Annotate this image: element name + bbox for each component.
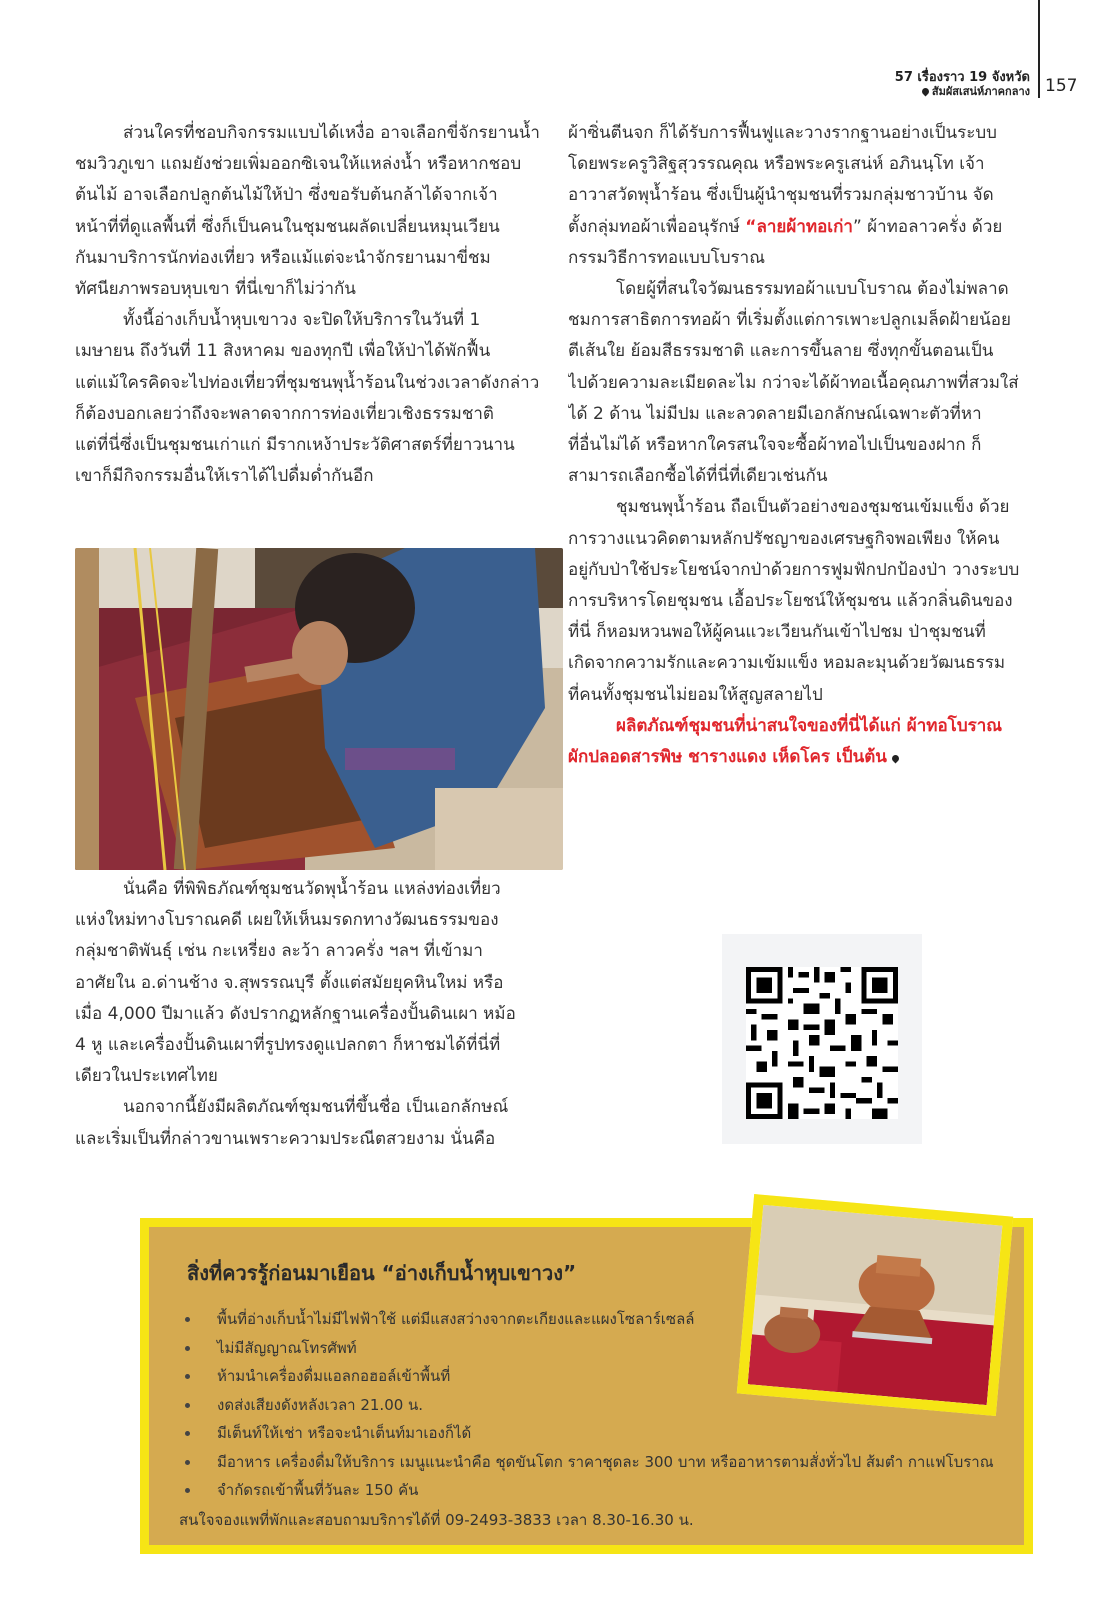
text-line: แต่แม้ใครคิดจะไปท่องเที่ยวที่ชุมชนพุน้ำร้อนในช่วงเวลาดังกล่าว	[75, 372, 540, 393]
highlight-line-wrapper	[568, 742, 1046, 773]
list-item	[177, 1419, 994, 1448]
text-fragment: ” ผ้าทอลาวครั่ง ด้วย	[852, 216, 1003, 237]
header-subtitle-text: สัมผัสเสน่ห์ภาคกลาง	[931, 85, 1030, 98]
text-line: โดยผู้ที่สนใจวัฒนธรรมทอผ้าแบบโบราณ ต้องไม่พลาด	[616, 279, 1009, 300]
text-line: เดียวในประเทศไทย	[75, 1066, 218, 1087]
text-line: ไปด้วยความละเมียดละไม กว่าจะได้ผ้าทอเนื้อคุณภาพที่สวมใส่	[568, 372, 1019, 393]
info-box-title: สิ่งที่ควรรู้ก่อนมาเยือน “อ่างเก็บน้ำหุบเขาวง”	[187, 1261, 577, 1285]
list-item-text: จำกัดรถเข้าพื้นที่วันละ 150 คัน	[217, 1481, 419, 1499]
text-line-with-highlight	[568, 212, 1046, 243]
header-subtitle	[922, 82, 1030, 100]
contact-info: สนใจจองแพที่พักและสอบถามบริการได้ที่ 09-2493-3833 เวลา 8.30-16.30 น.	[179, 1511, 694, 1529]
list-item-text: ห้ามนำเครื่องดื่มแอลกอฮอล์เข้าพื้นที่	[217, 1367, 451, 1385]
list-item-text: มีเต็นท์ให้เช่า หรือจะนำเต็นท์มาเองก็ได้	[217, 1424, 472, 1442]
highlighted-fabric-name: “ลายผ้าทอเก่า	[745, 216, 853, 237]
bullet-icon	[185, 1317, 190, 1322]
text-line: กรรมวิธีการทอแบบโบราณ	[568, 247, 765, 268]
highlight-line: ผลิตภัณฑ์ชุมชนที่น่าสนใจของที่นี่ได้แก่ ผ้าทอโบราณ	[616, 715, 1003, 736]
text-line: อยู่กับป่าใช้ประโยชน์จากป่าด้วยการฟูมฟักปกป้องป่า วางระบบ	[568, 559, 1020, 580]
text-line: การวางแนวคิดตามหลักปรัชญาของเศรษฐกิจพอเพียง ให้คน	[568, 528, 1000, 549]
text-line: ตีเส้นใย ย้อมสีธรรมชาติ และการขึ้นลาย ซึ่งทุกขั้นตอนเป็น	[568, 341, 994, 362]
text-line: เมษายน ถึงวันที่ 11 สิงหาคม ของทุกปี เพื่อให้ป่าได้พักฟื้น	[75, 341, 491, 362]
qr-code[interactable]	[746, 967, 898, 1119]
bullet-icon	[185, 1374, 190, 1379]
text-line: กลุ่มชาติพันธุ์ เช่น กะเหรี่ยง ละว้า ลาวครั่ง ฯลฯ ที่เข้ามา	[75, 941, 483, 962]
highlight-line: ผักปลอดสารพิษ ชารางแดง เห็ดโคร เป็นต้น	[568, 747, 887, 768]
text-line: โดยพระครูวิสิฐสุวรรณคุณ หรือพระครูเสน่ห์ อภินนฺโท เจ้า	[568, 154, 985, 175]
list-item-text: งดส่งเสียงดังหลังเวลา 21.00 น.	[217, 1395, 424, 1414]
text-line: หน้าที่ที่ดูแลพื้นที่ ซึ่งก็เป็นคนในชุมชนผลัดเปลี่ยนหมุนเวียน	[75, 216, 500, 237]
text-line: ชุมชนพุน้ำร้อน ถือเป็นตัวอย่างของชุมชนเข้มแข็ง ด้วย	[616, 497, 1010, 518]
text-line: ชมวิวภูเขา แถมยังช่วยเพิ่มออกซิเจนให้แหล่งน้ำ หรือหากชอบ	[75, 154, 522, 175]
text-line: เขาก็มีกิจกรรมอื่นให้เราได้ไปดื่มด่ำกันอีก	[75, 466, 374, 487]
text-line: ที่คนทั้งชุมชนไม่ยอมให้สูญสลายไป	[568, 684, 823, 705]
text-line: แต่ที่นี่ซึ่งเป็นชุมชนเก่าแก่ มีรากเหง้าประวัติศาสตร์ที่ยาวนาน	[75, 435, 515, 456]
bullet-icon	[185, 1431, 190, 1436]
bullet-icon	[185, 1403, 190, 1408]
right-column	[568, 118, 1046, 773]
list-item-text: มีอาหาร เครื่องดื่มให้บริการ เมนูแนะนำคือ ชุดขันโตก ราคาชุดละ 300 บาท หรืออาหารตามสั่งทั่วไป ส้มตำ กาแฟโบราณ	[217, 1452, 994, 1471]
bullet-icon	[185, 1460, 190, 1465]
text-line: อาวาสวัดพุน้ำร้อน ซึ่งเป็นผู้นำชุมชนที่รวมกลุ่มชาวบ้าน จัด	[568, 185, 994, 206]
text-line: เกิดจากความรักและความเข้มแข็ง หอมละมุนด้วยวัฒนธรรม	[568, 653, 1006, 674]
text-line: นั่นคือ ที่พิพิธภัณฑ์ชุมชนวัดพุน้ำร้อน แหล่งท่องเที่ยว	[123, 879, 501, 899]
list-item-text: พื้นที่อ่างเก็บน้ำไม่มีไฟฟ้าใช้ แต่มีแสงสว่างจากตะเกียงและแผงโซลาร์เซลล์	[217, 1310, 695, 1328]
qr-code-panel	[722, 934, 922, 1144]
text-line: การบริหารโดยชุมชน เอื้อประโยชน์ให้ชุมชน แล้วกลิ่นดินของ	[568, 591, 1013, 612]
text-line: ได้ 2 ด้าน ไม่มีปม และลวดลายมีเอกลักษณ์เฉพาะตัวที่หา	[568, 403, 982, 424]
page-number: 157	[1045, 76, 1078, 96]
text-line: ที่อื่นไม่ได้ หรือหากใครสนใจจะซื้อผ้าทอไปเป็นของฝาก ก็	[568, 435, 982, 456]
end-pin-icon	[891, 754, 901, 764]
text-line: 4 หู และเครื่องปั้นดินเผาที่รูปทรงดูแปลกตา ก็หาชมได้ที่นี่ที่	[75, 1035, 501, 1056]
text-line: สามารถเลือกซื้อได้ที่นี่ที่เดียวเช่นกัน	[568, 466, 828, 487]
location-pin-icon	[920, 87, 930, 97]
text-line: ชมการสาธิตการทอผ้า ที่เริ่มตั้งแต่การเพาะปลูกเมล็ดฝ้ายน้อย	[568, 310, 1011, 331]
left-column-top	[75, 118, 553, 492]
text-line: และเริ่มเป็นที่กล่าวขานเพราะความประณีตสวยงาม นั่นคือ	[75, 1128, 496, 1149]
text-line: แห่งใหม่ทางโบราณคดี เผยให้เห็นมรดกทางวัฒนธรรมของ	[75, 910, 499, 931]
weaving-photo	[75, 548, 563, 870]
text-line: ก็ต้องบอกเลยว่าถึงจะพลาดจากการท่องเที่ยวเชิงธรรมชาติ	[75, 403, 494, 424]
list-item-text: ไม่มีสัญญาณโทรศัพท์	[217, 1338, 357, 1357]
left-column-bottom	[75, 874, 553, 1155]
text-line: เมื่อ 4,000 ปีมาแล้ว ดังปรากฏหลักฐานเครื่องปั้นดินเผา หม้อ	[75, 1003, 516, 1024]
pottery-photo	[737, 1194, 1013, 1416]
bullet-icon	[185, 1488, 190, 1493]
text-line: กันมาบริการนักท่องเที่ยว หรือแม้แต่จะนำจักรยานมาขี่ชม	[75, 247, 491, 268]
text-line: ผ้าซิ่นตีนจก ก็ได้รับการฟื้นฟูและวางรากฐานอย่างเป็นระบบ	[568, 123, 997, 143]
header-title: 57 เรื่องราว 19 จังหวัด	[894, 70, 1030, 85]
text-line: ทั้งนี้อ่างเก็บน้ำหุบเขาวง จะปิดให้บริการในวันที่ 1	[123, 310, 481, 331]
bullet-icon	[185, 1346, 190, 1351]
text-line: ทัศนียภาพรอบหุบเขา ที่นี่เขาก็ไม่ว่ากัน	[75, 279, 356, 300]
text-line: ที่นี่ ก็หอมหวนพอให้ผู้คนแวะเวียนกันเข้าไปชม ป่าชุมชนที่	[568, 622, 986, 643]
text-line: ส่วนใครที่ชอบกิจกรรมแบบได้เหงื่อ อาจเลือกขี่จักรยานน้ำ	[123, 123, 540, 143]
text-fragment: ตั้งกลุ่มทอผ้าเพื่ออนุรักษ์	[568, 216, 746, 237]
list-item	[177, 1476, 994, 1505]
header-divider	[1038, 0, 1040, 98]
text-line: อาศัยใน อ.ด่านช้าง จ.สุพรรณบุรี ตั้งแต่สมัยยุคหินใหม่ หรือ	[75, 972, 504, 993]
text-line: นอกจากนี้ยังมีผลิตภัณฑ์ชุมชนที่ขึ้นชื่อ เป็นเอกลักษณ์	[123, 1097, 509, 1118]
list-item	[177, 1448, 994, 1477]
text-line: ต้นไม้ อาจเลือกปลูกต้นไม้ให้ป่า ซึ่งขอรับต้นกล้าได้จากเจ้า	[75, 185, 498, 206]
